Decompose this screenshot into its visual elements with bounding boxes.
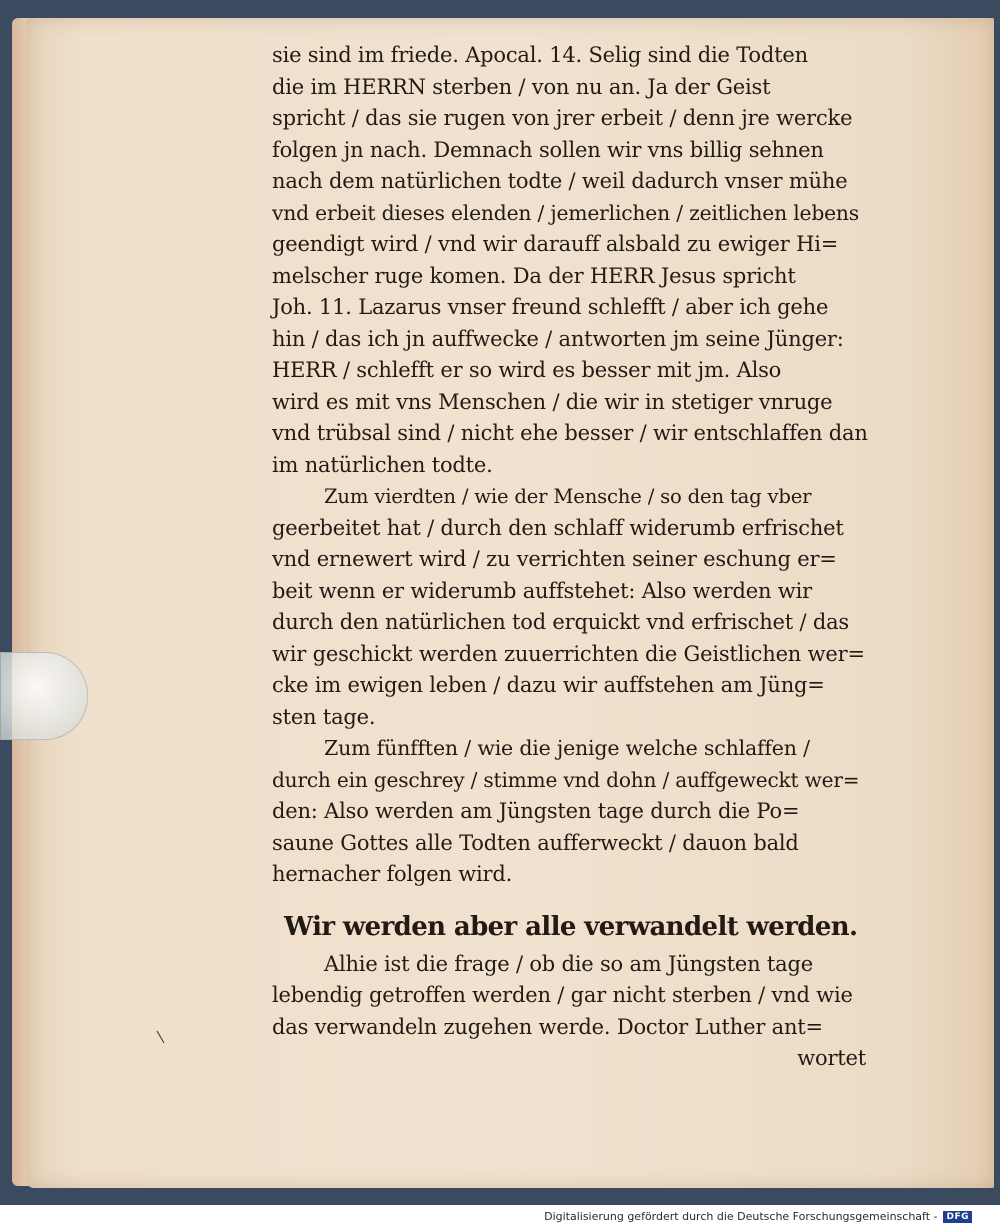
text-line: geendigt wird / vnd wir darauff alsbald zu ewiger Hi= (272, 232, 839, 256)
text-line: vnd trübsal sind / nicht ehe besser / wir entschlaffen dan (272, 421, 868, 445)
page-clip (0, 652, 88, 740)
text-line: nach dem natürlichen todte / weil dadurch vnser mühe (272, 169, 848, 193)
text-line: geerbeitet hat / durch den schlaff widerumb erfrischet (272, 515, 844, 540)
text-line: melscher ruge komen. Da der HERR Jesus spricht (272, 263, 796, 288)
section-heading: Wir werden aber alle verwandelt werden. (284, 911, 858, 942)
text-line: folgen jn nach. Demnach sollen wir vns billig sehnen (272, 137, 824, 162)
catchword: wortet (797, 1046, 866, 1070)
text-line: Zum vierdten / wie der Mensche / so den tag vber (324, 485, 812, 508)
text-line: im natürlichen todte. (272, 452, 493, 477)
text-line: die im HERRN sterben / von nu an. Ja der Geist (272, 74, 771, 99)
text-line: cke im ewigen leben / dazu wir auffstehen am Jüng= (272, 673, 825, 697)
text-line: vnd erbeit dieses elenden / jemerlichen / zeitlichen lebens (272, 200, 860, 225)
text-line: sie sind im friede. Apocal. 14. Selig sind die Todten (272, 43, 808, 67)
text-line: wir geschickt werden zuuerrichten die Geistlichen wer= (272, 641, 865, 666)
text-line: wird es mit vns Menschen / die wir in stetiger vnruge (272, 389, 833, 414)
text-line: durch den natürlichen tod erquickt vnd erfrischet / das (272, 610, 849, 634)
text-line: vnd ernewert wird / zu verrichten seiner eschung er= (272, 547, 837, 571)
text-line: hernacher folgen wird. (272, 862, 513, 886)
text-line: HERR / schlefft er so wird es besser mit jm. Also (272, 358, 782, 382)
text-line: das verwandeln zugehen werde. Doctor Luther ant= (272, 1014, 823, 1039)
text-line: lebendig getroffen werden / gar nicht sterben / vnd wie (272, 983, 853, 1007)
text-line: Zum fünfften / wie die jenige welche schlaffen / (324, 736, 810, 760)
text-line: sten tage. (272, 704, 376, 729)
text-line: spricht / das sie rugen von jrer erbeit / denn jre wercke (272, 106, 853, 130)
text-line: Joh. 11. Lazarus vnser freund schlefft / aber ich gehe (272, 295, 829, 319)
dfg-logo: DFG (943, 1211, 972, 1223)
digitization-footer (544, 1210, 972, 1223)
text-line: saune Gottes alle Todten aufferweckt / dauon bald (272, 830, 799, 855)
text-line: durch ein geschrey / stimme vnd dohn / auffgeweckt wer= (272, 767, 860, 792)
text-line: hin / das ich jn auffwecke / antworten jm seine Jünger: (272, 326, 844, 351)
text-line: beit wenn er widerumb auffstehet: Also werden wir (272, 578, 812, 603)
text-line: Alhie ist die frage / ob die so am Jüngsten tage (324, 951, 813, 976)
page-text (272, 40, 872, 1075)
text-line: den: Also werden am Jüngsten tage durch die Po= (272, 799, 800, 823)
footer-text: Digitalisierung gefördert durch die Deutsche Forschungsgemeinschaft - (544, 1210, 938, 1223)
